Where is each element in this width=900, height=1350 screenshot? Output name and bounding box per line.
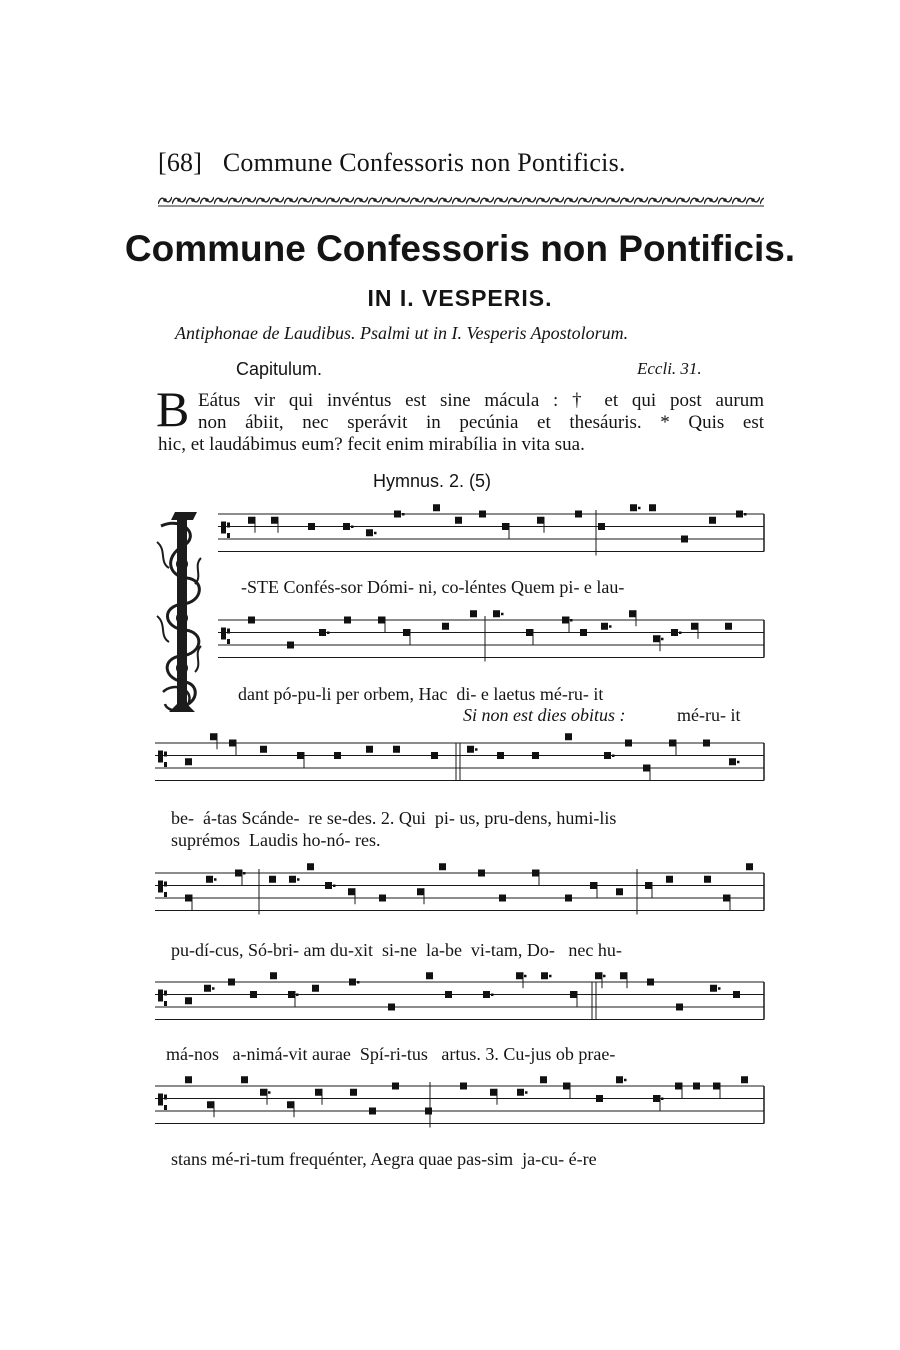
neume (210, 733, 217, 740)
neume (158, 881, 163, 893)
neume (525, 1091, 528, 1094)
neume (540, 1076, 547, 1083)
neume (502, 523, 509, 530)
running-title: Commune Confessoris non Pontificis. (222, 148, 626, 177)
neume (164, 762, 167, 767)
neume (595, 972, 602, 979)
neume (333, 885, 336, 888)
neume (565, 733, 572, 740)
capitulum-line: hic, et laudábimus eum? fecit enim mirabília in vita sua. (158, 434, 585, 455)
neume (491, 994, 494, 997)
neume (327, 632, 330, 635)
neume (681, 536, 688, 543)
drop-cap: B (156, 381, 190, 437)
hymn-lyric-line: stans mé-ri-tum frequénter, Aegra quae pas-sim ja-cu- é-re (171, 1149, 597, 1169)
neume (483, 991, 490, 998)
neume (490, 1089, 497, 1096)
neume (675, 1083, 682, 1090)
neume (562, 617, 569, 624)
neume (164, 1001, 167, 1006)
neume (229, 740, 236, 747)
neume (723, 895, 730, 902)
neume (661, 638, 664, 641)
neume (499, 895, 506, 902)
neume (625, 740, 632, 747)
neume (433, 504, 440, 511)
neume (260, 1089, 267, 1096)
neume (297, 752, 304, 759)
neume (643, 765, 650, 772)
neume (526, 629, 533, 636)
neume (713, 1083, 720, 1090)
neume (746, 863, 753, 870)
page-title: Commune Confessoris non Pontificis. (124, 228, 796, 269)
neume (426, 972, 433, 979)
neume (580, 629, 587, 636)
neume (575, 511, 582, 518)
neume (403, 629, 410, 636)
neume (479, 511, 486, 518)
neume (516, 972, 523, 979)
neume (620, 972, 627, 979)
capitulum-line: Eátus vir qui invéntus est sine mácula : † et qui post aurum (198, 390, 764, 411)
neume (164, 1105, 167, 1110)
page-number: [68] (158, 148, 203, 177)
neume (460, 1083, 467, 1090)
neume (736, 511, 743, 518)
neume (388, 1004, 395, 1011)
neume (601, 623, 608, 630)
hymn-lyric-line: be- á-tas Scánde- re se-des. 2. Qui pi- us, pru-dens, humi-lis (171, 808, 617, 828)
neume (366, 529, 373, 536)
hymn-rubric: Si non est dies obitus : (463, 705, 626, 725)
neume (248, 617, 255, 624)
neume (369, 1108, 376, 1115)
neume (227, 523, 230, 528)
neume (612, 755, 615, 758)
neume (289, 876, 296, 883)
neume (417, 888, 424, 895)
neume (227, 533, 230, 538)
neume (334, 752, 341, 759)
neume (679, 632, 682, 635)
neume (616, 888, 623, 895)
neume (710, 985, 717, 992)
rubric-line: Antiphonae de Laudibus. Psalmi ut in I. Vesperis Apostolorum. (175, 323, 629, 343)
hymn-lyric-line: dant pó-pu-li per orbem, Hac di- e laetus mé-ru- it (238, 684, 604, 704)
neume (185, 997, 192, 1004)
neume (379, 895, 386, 902)
neume (604, 752, 611, 759)
hymn-lyric-line: -STE Confés-sor Dómi- ni, co-léntes Quem pi- e lau- (241, 577, 625, 597)
neume (733, 991, 740, 998)
neume (297, 878, 300, 881)
neume (455, 517, 462, 524)
neume (709, 517, 716, 524)
neume (497, 752, 504, 759)
neume (549, 975, 552, 978)
neume (661, 1098, 664, 1101)
neume (319, 629, 326, 636)
neume (357, 981, 360, 984)
neume (185, 758, 192, 765)
capitulum-label: Capitulum. (236, 359, 323, 379)
neume (350, 1089, 357, 1096)
neume (470, 610, 477, 617)
neume (737, 761, 740, 764)
neume (158, 751, 163, 763)
neume (402, 513, 405, 516)
neume (307, 863, 314, 870)
neume (475, 748, 478, 751)
neume (425, 1108, 432, 1115)
neume (653, 635, 660, 642)
neume (704, 876, 711, 883)
neume (378, 617, 385, 624)
neume (158, 990, 163, 1002)
neume (343, 523, 350, 530)
neume (467, 746, 474, 753)
neume (394, 511, 401, 518)
neume (164, 1095, 167, 1100)
neume (517, 1089, 524, 1096)
neume (725, 623, 732, 630)
neume (478, 870, 485, 877)
neume (598, 523, 605, 530)
neume (268, 1091, 271, 1094)
neume (250, 991, 257, 998)
section-subtitle: IN I. VESPERIS. (367, 285, 553, 311)
neume (287, 1101, 294, 1108)
neume (308, 523, 315, 530)
neume (616, 1076, 623, 1083)
neume (260, 746, 267, 753)
neume (649, 504, 656, 511)
neume (629, 610, 636, 617)
neume (270, 972, 277, 979)
hymn-label: Hymnus. 2. (5) (373, 471, 492, 491)
neume (532, 870, 539, 877)
neume (164, 892, 167, 897)
neume (532, 752, 539, 759)
neume (393, 746, 400, 753)
neume (590, 882, 597, 889)
neume (493, 610, 500, 617)
neume (287, 642, 294, 649)
neume (442, 623, 449, 630)
neume (241, 1076, 248, 1083)
neume (741, 1076, 748, 1083)
neume (703, 740, 710, 747)
neume (374, 532, 377, 535)
neume (676, 1004, 683, 1011)
neume (541, 972, 548, 979)
neume (570, 619, 573, 622)
neume (271, 517, 278, 524)
capitulum-reference: Eccli. 31. (637, 359, 702, 378)
neume (624, 1079, 627, 1082)
neume (185, 1076, 192, 1083)
neume (269, 876, 276, 883)
neume (744, 513, 747, 516)
neume (248, 517, 255, 524)
neume (596, 1095, 603, 1102)
neume (565, 895, 572, 902)
hymn-lyric-line: suprémos Laudis ho-nó- res. (171, 830, 381, 850)
neume (158, 1094, 163, 1106)
neume (164, 752, 167, 757)
neume (227, 639, 230, 644)
neume (348, 888, 355, 895)
neume (439, 863, 446, 870)
neume (312, 985, 319, 992)
neume (501, 613, 504, 616)
neume (325, 882, 332, 889)
neume (212, 987, 215, 990)
neume (653, 1095, 660, 1102)
neume (227, 629, 230, 634)
neume (609, 625, 612, 628)
neume (164, 882, 167, 887)
neume (645, 882, 652, 889)
neume (164, 991, 167, 996)
neume (206, 876, 213, 883)
neume (288, 991, 295, 998)
neume (185, 895, 192, 902)
neume (445, 991, 452, 998)
neume (204, 985, 211, 992)
neume (221, 522, 226, 534)
neume (431, 752, 438, 759)
neume (537, 517, 544, 524)
neume (524, 975, 527, 978)
neume (315, 1089, 322, 1096)
neume (392, 1083, 399, 1090)
neume (666, 876, 673, 883)
neume (671, 629, 678, 636)
neume (207, 1101, 214, 1108)
neume (570, 991, 577, 998)
neume (243, 872, 246, 875)
neume (729, 758, 736, 765)
neume (669, 740, 676, 747)
neume (647, 979, 654, 986)
neume (228, 979, 235, 986)
neume (603, 975, 606, 978)
hymn-lyric-line: mé-ru- it (677, 705, 741, 725)
neume (691, 623, 698, 630)
neume (214, 878, 217, 881)
neume (349, 979, 356, 986)
neume (693, 1083, 700, 1090)
neume (366, 746, 373, 753)
neume (638, 507, 641, 510)
neume (351, 526, 354, 529)
neume (235, 870, 242, 877)
neume (344, 617, 351, 624)
neume (563, 1083, 570, 1090)
neume (630, 504, 637, 511)
hymn-lyric-line: pu-dí-cus, Só-bri- am du-xit si-ne la-be vi-tam, Do- nec hu- (171, 940, 622, 960)
neume (718, 987, 721, 990)
neume (221, 628, 226, 640)
hymn-lyric-line: má-nos a-nimá-vit aurae Spí-ri-tus artus. 3. Cu-jus ob prae- (166, 1044, 616, 1064)
capitulum-line: non ábiit, nec sperávit in pecúnia et thesáuris. * Quis est (198, 412, 764, 433)
neume (296, 994, 299, 997)
